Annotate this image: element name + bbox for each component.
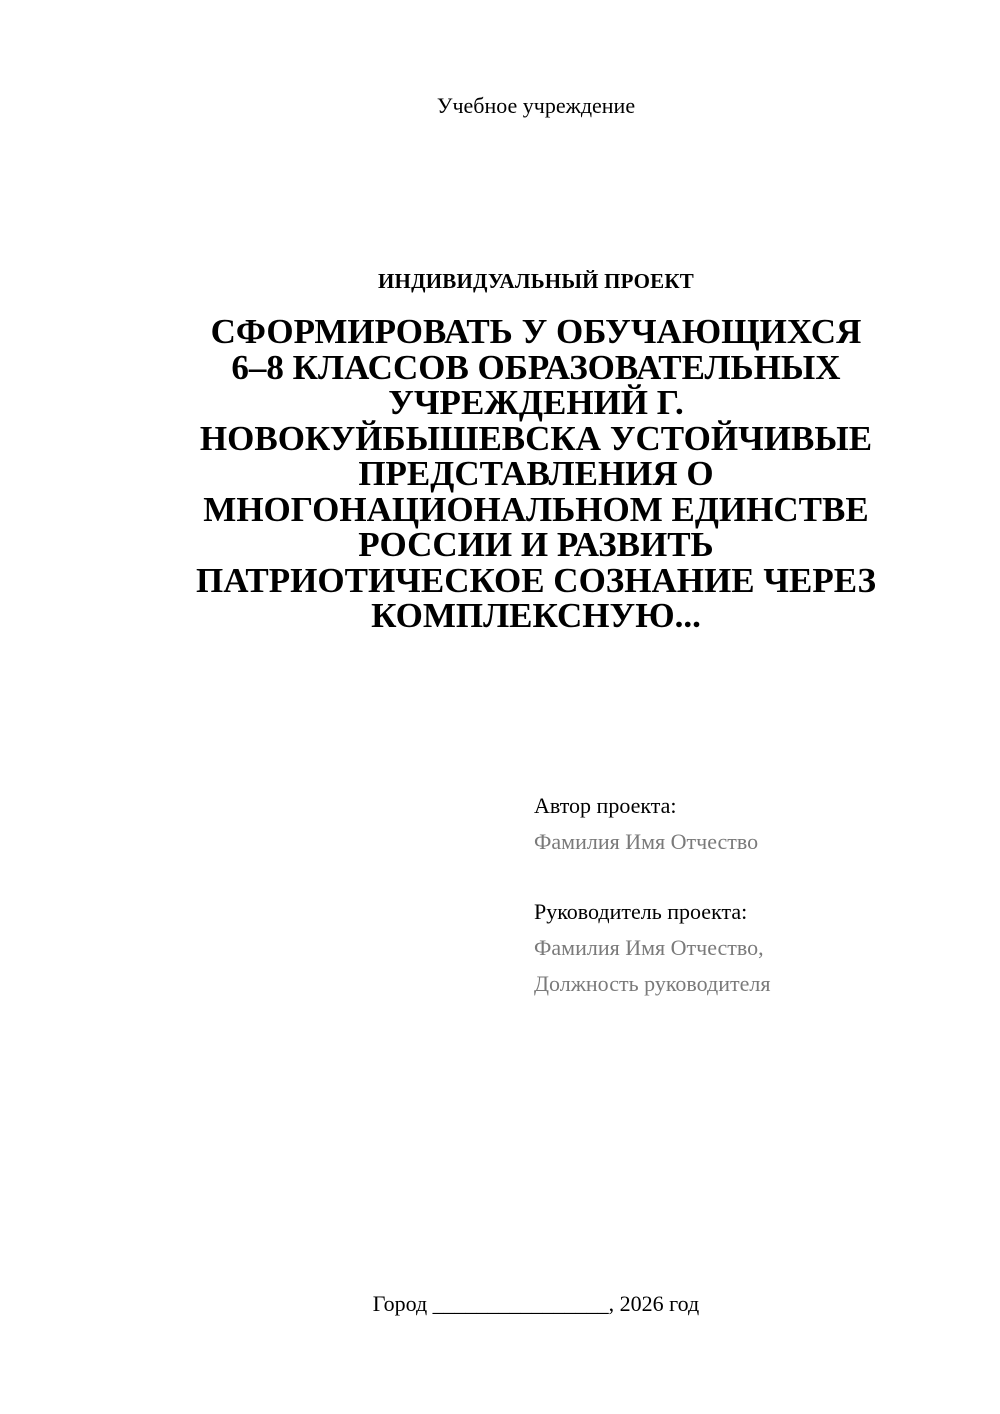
author-label: Автор проекта: (534, 793, 677, 818)
supervisor-label: Руководитель проекта: (534, 899, 748, 924)
supervisor-position: Должность руководителя (534, 971, 771, 996)
city-blank: ________________ (432, 1291, 609, 1316)
institution-name: Учебное учреждение (436, 93, 636, 118)
title-line: НОВОКУЙБЫШЕВСКА УСТОЙЧИВЫЕ (199, 418, 873, 458)
project-credits (534, 788, 954, 1002)
author-name: Фамилия Имя Отчество (534, 829, 759, 854)
spacer (534, 860, 954, 894)
project-title (150, 314, 922, 634)
title-line: СФОРМИРОВАТЬ У ОБУЧАЮЩИХСЯ (210, 312, 862, 351)
title-line: РОССИИ И РАЗВИТЬ (358, 525, 714, 564)
year-text: , 2026 год (608, 1291, 700, 1316)
city-label: Город (372, 1291, 428, 1316)
supervisor-name: Фамилия Имя Отчество, (534, 935, 764, 960)
city-year-line (0, 1290, 1000, 1318)
title-line: УЧРЕЖДЕНИЙ Г. (388, 383, 684, 422)
title-line: КОМПЛЕКСНУЮ... (371, 596, 701, 635)
title-line: 6–8 КЛАССОВ ОБРАЗОВАТЕЛЬНЫХ (231, 347, 841, 387)
title-line: МНОГОНАЦИОНАЛЬНОМ ЕДИНСТВЕ (203, 489, 869, 529)
project-kind: ИНДИВИДУАЛЬНЫЙ ПРОЕКТ (378, 269, 694, 293)
title-line: ПРЕДСТАВЛЕНИЯ О (358, 454, 714, 493)
title-line: ПАТРИОТИЧЕСКОЕ СОЗНАНИЕ ЧЕРЕЗ (196, 560, 876, 600)
